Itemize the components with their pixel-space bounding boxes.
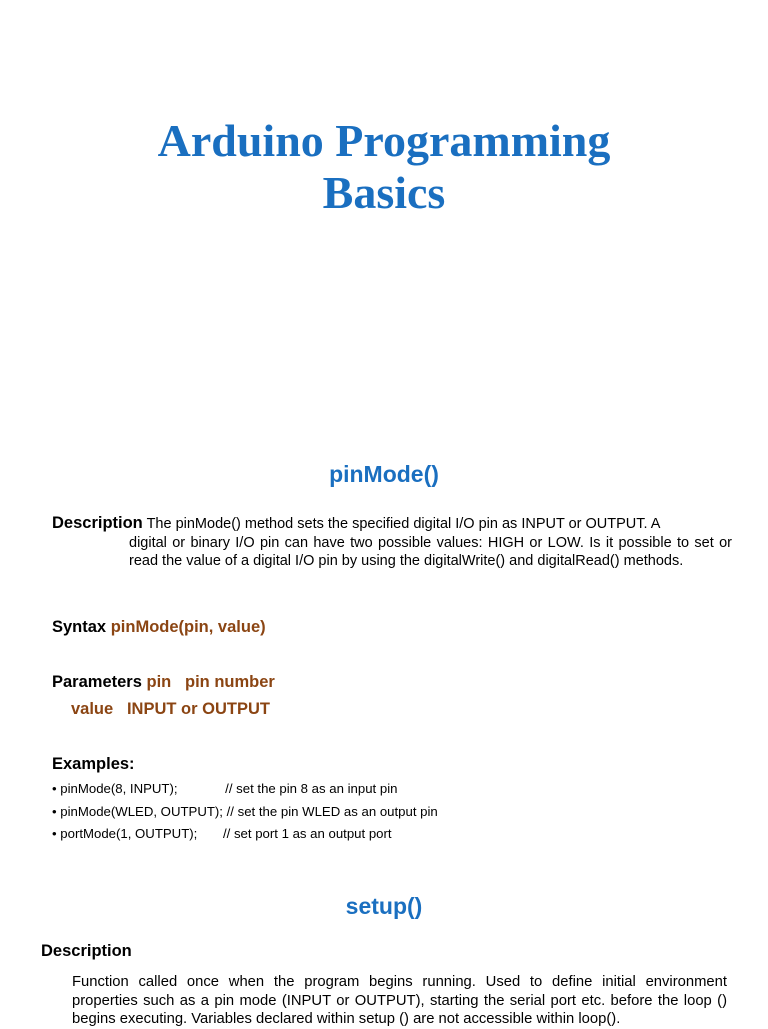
param-pin-name: pin <box>146 673 172 691</box>
description-label: Description <box>52 514 143 532</box>
example-line: • portMode(1, OUTPUT); // set port 1 as an output port <box>52 826 392 841</box>
example-line: • pinMode(8, INPUT); // set the pin 8 as an input pin <box>52 781 398 796</box>
page-title-line-2: Basics <box>322 167 446 218</box>
setup-heading: setup() <box>345 893 423 919</box>
syntax-line <box>52 618 266 637</box>
pinmode-description <box>52 514 732 571</box>
page-title-line-1: Arduino Programming <box>157 115 611 166</box>
example-line: • pinMode(WLED, OUTPUT); // set the pin WLED as an output pin <box>52 804 438 819</box>
syntax-label: Syntax <box>52 618 107 636</box>
pinmode-description-first-line <box>52 514 732 534</box>
parameters-value-line <box>71 700 270 719</box>
description-body: digital or binary I/O pin can have two possible values: HIGH or LOW. Is it possible to set or read the value of a digital I/O pin by using the digitalWrite() and digitalRead() methods. <box>129 534 732 569</box>
parameters-label: Parameters <box>52 673 142 691</box>
syntax-value: pinMode(pin, value) <box>110 618 266 636</box>
examples-label: Examples: <box>52 755 135 773</box>
param-value-desc: INPUT or OUTPUT <box>126 700 270 718</box>
pinmode-heading: pinMode() <box>329 461 439 487</box>
setup-description-label: Description <box>41 942 132 960</box>
setup-description-body: Function called once when the program begins running. Used to define initial environment properties such as a pin mode (INPUT or OUTPUT), starting the serial port etc. before the loop () begins executing. Variables declared within setup () are not accessible within loop(). <box>72 974 727 1027</box>
param-value-name: value <box>71 700 114 718</box>
parameters-line <box>52 673 275 692</box>
description-first-text: The pinMode() method sets the specified digital I/O pin as INPUT or OUTPUT. A <box>146 516 661 532</box>
param-pin-desc: pin number <box>185 673 275 691</box>
